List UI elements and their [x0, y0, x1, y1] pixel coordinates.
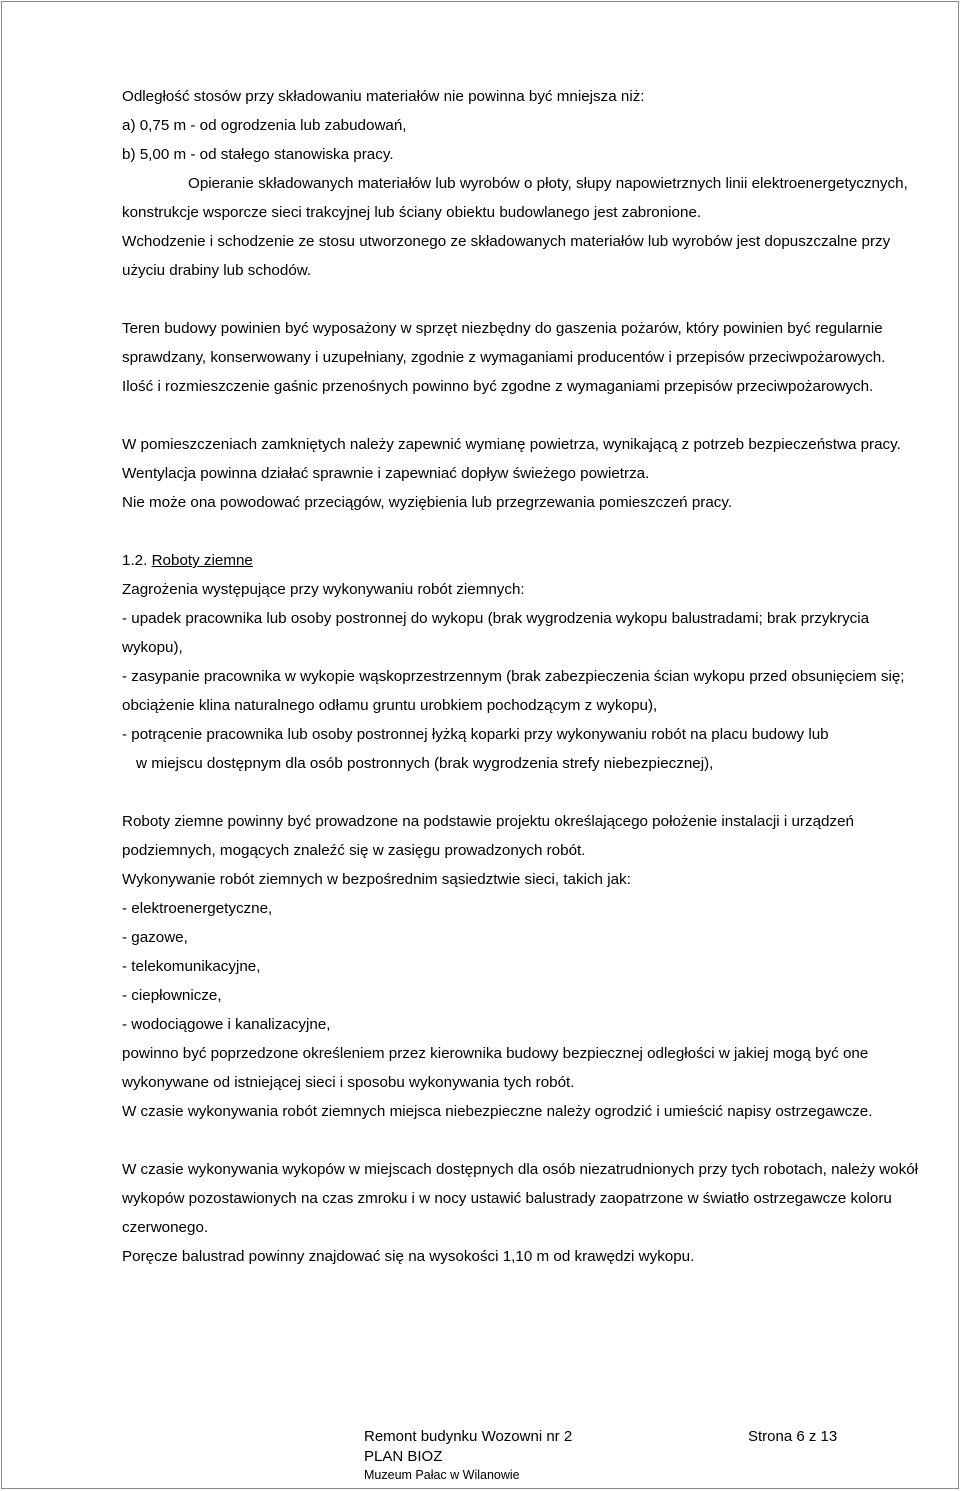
paragraph: Nie może ona powodować przeciągów, wyziębienia lub przegrzewania pomieszczeń pracy. — [122, 494, 733, 511]
paragraph: Wchodzenie i schodzenie ze stosu utworzonego ze składowanych materiałów lub wyrobów jest dopuszczalne przy użyciu drabiny lub schodów. — [122, 233, 891, 279]
footer-project: Remont budynku Wozowni nr 2 — [364, 1428, 573, 1445]
paragraph: Ilość i rozmieszczenie gaśnic przenośnych powinno być zgodne z wymaganiami przepisów przeciwpożarowych. — [122, 378, 874, 395]
spacer — [122, 401, 922, 430]
hazard-item-continuation: w miejscu dostępnym dla osób postronnych (brak wygrodzenia strefy niebezpiecznej), — [136, 755, 714, 772]
paragraph: Zagrożenia występujące przy wykonywaniu robót ziemnych: — [122, 581, 525, 598]
section-heading — [122, 546, 922, 575]
paragraph: b) 5,00 m - od stałego stanowiska pracy. — [122, 146, 394, 163]
paragraph: Wykonywanie robót ziemnych w bezpośrednim sąsiedztwie sieci, takich jak: — [122, 871, 631, 888]
list-item: - ciepłownicze, — [122, 987, 222, 1004]
paragraph: W pomieszczeniach zamkniętych należy zapewnić wymianę powietrza, wynikającą z potrzeb bezpieczeństwa pracy. — [122, 436, 901, 453]
spacer — [122, 285, 922, 314]
footer-plan: PLAN BIOZ — [364, 1448, 443, 1465]
list-item: - wodociągowe i kanalizacyjne, — [122, 1016, 331, 1033]
paragraph: a) 0,75 m - od ogrodzenia lub zabudowań, — [122, 117, 407, 134]
spacer — [122, 517, 922, 546]
section-number: 1.2. — [122, 552, 148, 569]
paragraph: Opieranie składowanych materiałów lub wyrobów o płoty, słupy napowietrznych linii elektroenergetycznych, konstrukcje wsporcze sieci trakcyjnej lub ściany obiektu budowlanego jest zabronione. — [122, 175, 908, 221]
list-item: - gazowe, — [122, 929, 188, 946]
document-page — [1, 1, 959, 1489]
paragraph: W czasie wykonywania wykopów w miejscach dostępnych dla osób niezatrudnionych przy tych robotach, należy wokół wykopów pozostawionych na czas zmroku i w nocy ustawić balustrady zaopatrzone w światło ostrzegawcze koloru czerwonego. — [122, 1161, 919, 1236]
document-body — [122, 82, 922, 1271]
spacer — [122, 1126, 922, 1155]
paragraph: Wentylacja powinna działać sprawnie i zapewniać dopływ świeżego powietrza. — [122, 465, 650, 482]
paragraph: Teren budowy powinien być wyposażony w sprzęt niezbędny do gaszenia pożarów, który powinien być regularnie sprawdzany, konserwowany i uzupełniany, zgodnie z wymaganiami producentów i przepisów przeciwpożarowych. — [122, 320, 886, 366]
paragraph: W czasie wykonywania robót ziemnych miejsca niebezpieczne należy ogrodzić i umieścić napisy ostrzegawcze. — [122, 1103, 873, 1120]
list-item: - elektroenergetyczne, — [122, 900, 273, 917]
paragraph: Roboty ziemne powinny być prowadzone na podstawie projektu określającego położenie instalacji i urządzeń podziemnych, mogących znaleźć się w zasięgu prowadzonych robót. — [122, 813, 854, 859]
hazard-item: - upadek pracownika lub osoby postronnej do wykopu (brak wygrodzenia wykopu balustradami; brak przykrycia wykopu), — [122, 610, 870, 656]
list-item: - telekomunikacyjne, — [122, 958, 261, 975]
footer-page-number: Strona 6 z 13 — [748, 1428, 838, 1445]
spacer — [122, 778, 922, 807]
hazard-item: - potrącenie pracownika lub osoby postronnej łyżką koparki przy wykonywaniu robót na placu budowy lub — [122, 726, 829, 743]
section-title: Roboty ziemne — [151, 552, 253, 569]
paragraph: Poręcze balustrad powinny znajdować się na wysokości 1,10 m od krawędzi wykopu. — [122, 1248, 695, 1265]
hazard-item: - zasypanie pracownika w wykopie wąskoprzestrzennym (brak zabezpieczenia ścian wykopu przed obsunięciem się; obciążenie klina naturalnego odłamu gruntu urobkiem pochodzącym z wykopu), — [122, 668, 905, 714]
footer-organization: Muzeum Pałac w Wilanowie — [364, 1468, 520, 1482]
page-footer — [364, 1427, 864, 1483]
paragraph: Odległość stosów przy składowaniu materiałów nie powinna być mniejsza niż: — [122, 88, 645, 105]
paragraph: powinno być poprzedzone określeniem przez kierownika budowy bezpiecznej odległości w jakiej mogą być one wykonywane od istniejącej sieci i sposobu wykonywania tych robót. — [122, 1045, 869, 1091]
